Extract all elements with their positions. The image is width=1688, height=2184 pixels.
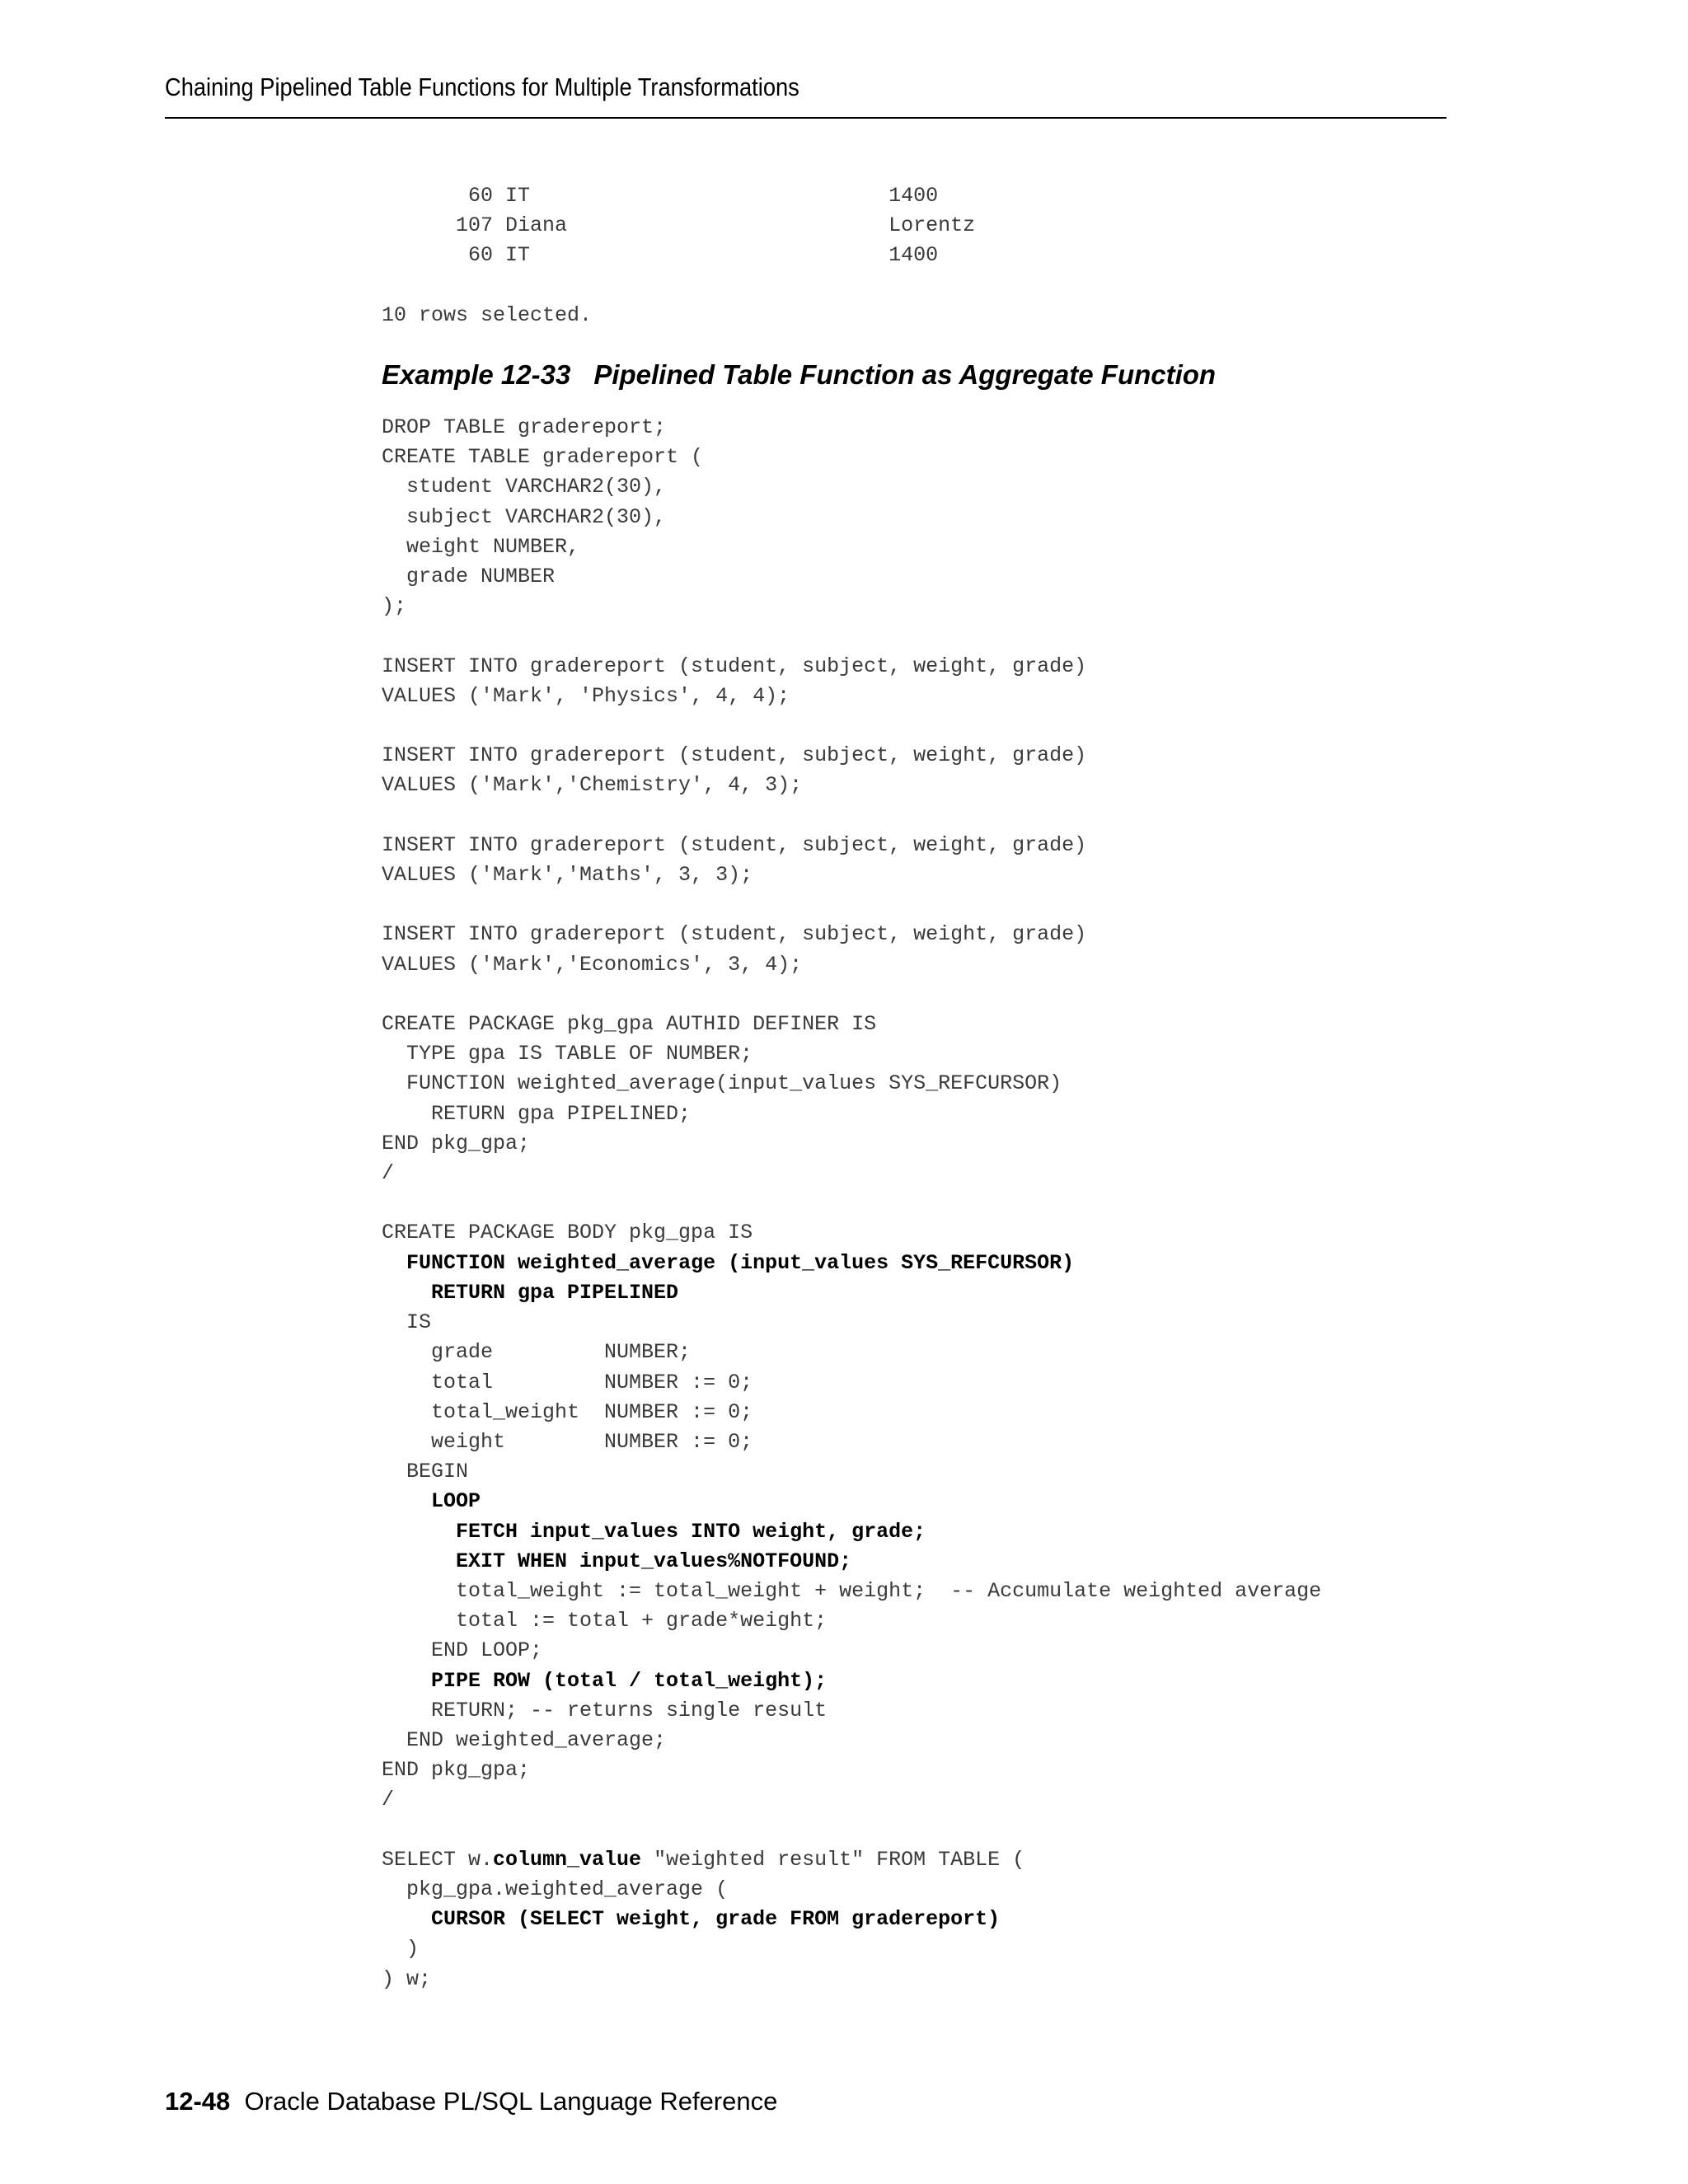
code-line bbox=[382, 1877, 728, 1901]
output-line: 10 rows selected. bbox=[382, 302, 593, 327]
code-line bbox=[382, 1071, 1062, 1095]
code-text: student VARCHAR2(30), bbox=[382, 475, 667, 499]
code-emphasis: column_value bbox=[493, 1847, 642, 1872]
output-line: 60 IT 1400 bbox=[382, 243, 939, 268]
code-text: SELECT w. bbox=[382, 1847, 494, 1872]
code-line bbox=[382, 594, 406, 618]
query-output-block bbox=[382, 181, 975, 330]
code-text: total_weight NUMBER := 0; bbox=[382, 1399, 753, 1424]
code-line bbox=[382, 1102, 691, 1126]
code-text: FUNCTION weighted_average(input_values SYS_REFCURSOR) bbox=[382, 1071, 1062, 1096]
code-emphasis: CURSOR (SELECT weight, grade FROM gradereport) bbox=[431, 1907, 1001, 1932]
code-line bbox=[382, 1669, 827, 1693]
code-line bbox=[382, 684, 790, 708]
code-line bbox=[382, 1848, 1025, 1872]
code-line bbox=[382, 1340, 691, 1364]
code-line bbox=[382, 1758, 530, 1782]
code-text: ) w; bbox=[382, 1966, 432, 1991]
code-line bbox=[382, 1520, 926, 1544]
code-text: END weighted_average; bbox=[382, 1727, 667, 1752]
code-line bbox=[382, 833, 1086, 857]
code-text: weight NUMBER, bbox=[382, 534, 580, 559]
code-line bbox=[382, 1460, 468, 1483]
code-text: INSERT INTO gradereport (student, subject, weight, grade) bbox=[382, 922, 1087, 947]
code-line bbox=[382, 1549, 851, 1573]
code-emphasis: PIPE ROW (total / total_weight); bbox=[431, 1668, 828, 1693]
code-line bbox=[382, 1788, 394, 1811]
code-text: DROP TABLE gradereport; bbox=[382, 415, 667, 439]
code-line bbox=[382, 1579, 1321, 1603]
code-text bbox=[382, 1549, 456, 1573]
code-line bbox=[382, 773, 802, 797]
code-text bbox=[382, 1907, 431, 1931]
code-text: ) bbox=[382, 1937, 420, 1961]
code-line bbox=[382, 505, 666, 529]
output-line: 60 IT 1400 bbox=[382, 184, 939, 208]
code-line bbox=[382, 1489, 481, 1513]
code-text: weight NUMBER := 0; bbox=[382, 1429, 753, 1454]
page-footer bbox=[165, 2087, 777, 2116]
code-line bbox=[382, 1310, 431, 1334]
code-text: total_weight := total_weight + weight; -- Accumulate weighted average bbox=[382, 1578, 1322, 1603]
code-text: END pkg_gpa; bbox=[382, 1131, 531, 1155]
code-text: CREATE TABLE gradereport ( bbox=[382, 445, 704, 470]
code-line bbox=[382, 415, 666, 439]
code-line bbox=[382, 1251, 1074, 1275]
header-rule bbox=[165, 117, 1447, 119]
code-line bbox=[382, 1967, 431, 1991]
code-text: END pkg_gpa; bbox=[382, 1758, 531, 1783]
code-line bbox=[382, 1400, 753, 1424]
code-line bbox=[382, 1907, 1000, 1931]
code-line bbox=[382, 565, 555, 588]
code-text: VALUES ('Mark','Chemistry', 4, 3); bbox=[382, 773, 803, 798]
example-title: Pipelined Table Function as Aggregate Function bbox=[593, 359, 1217, 390]
code-text: INSERT INTO gradereport (student, subject, weight, grade) bbox=[382, 654, 1087, 678]
code-text: total := total + grade*weight; bbox=[382, 1609, 828, 1633]
code-text: RETURN gpa PIPELINED; bbox=[382, 1101, 692, 1126]
example-number: Example 12-33 bbox=[382, 359, 571, 390]
code-text: grade NUMBER; bbox=[382, 1340, 692, 1365]
code-emphasis: EXIT WHEN input_values%NOTFOUND; bbox=[456, 1549, 852, 1573]
code-line bbox=[382, 1728, 666, 1752]
code-line bbox=[382, 1430, 753, 1454]
output-line: 107 Diana Lorentz bbox=[382, 213, 976, 238]
code-text: grade NUMBER bbox=[382, 565, 556, 589]
running-header: Chaining Pipelined Table Functions for Multiple Transformations bbox=[165, 73, 799, 101]
code-text: CREATE PACKAGE pkg_gpa AUTHID DEFINER IS bbox=[382, 1012, 877, 1037]
code-line bbox=[382, 535, 579, 559]
example-caption bbox=[382, 359, 1216, 391]
code-emphasis: RETURN gpa PIPELINED bbox=[431, 1280, 679, 1305]
code-text: BEGIN bbox=[382, 1460, 469, 1484]
code-text: INSERT INTO gradereport (student, subject, weight, grade) bbox=[382, 743, 1087, 768]
code-emphasis: LOOP bbox=[431, 1489, 481, 1514]
code-line bbox=[382, 743, 1086, 767]
code-text: RETURN; -- returns single result bbox=[382, 1698, 828, 1722]
code-text: / bbox=[382, 1161, 395, 1186]
code-text: VALUES ('Mark','Economics', 3, 4); bbox=[382, 952, 803, 977]
code-text bbox=[382, 1520, 456, 1544]
code-emphasis: FUNCTION weighted_average (input_values SYS_REFCURSOR) bbox=[406, 1250, 1075, 1275]
code-text bbox=[382, 1669, 431, 1693]
code-text: ); bbox=[382, 594, 407, 619]
code-line bbox=[382, 445, 703, 469]
code-line bbox=[382, 922, 1086, 946]
code-line bbox=[382, 475, 666, 499]
code-listing bbox=[382, 413, 1321, 1994]
code-line bbox=[382, 654, 1086, 678]
code-line bbox=[382, 1012, 876, 1036]
code-line bbox=[382, 1042, 753, 1066]
code-line bbox=[382, 1132, 530, 1155]
book-title: Oracle Database PL/SQL Language Reference bbox=[244, 2087, 778, 2116]
code-text: subject VARCHAR2(30), bbox=[382, 504, 667, 529]
code-text: CREATE PACKAGE BODY pkg_gpa IS bbox=[382, 1221, 753, 1245]
page-number: 12-48 bbox=[165, 2087, 231, 2116]
code-line bbox=[382, 1371, 753, 1394]
code-emphasis: FETCH input_values INTO weight, grade; bbox=[456, 1519, 926, 1544]
code-line bbox=[382, 1638, 542, 1662]
code-text: VALUES ('Mark', 'Physics', 4, 4); bbox=[382, 683, 790, 708]
code-text: IS bbox=[382, 1310, 432, 1335]
code-text: total NUMBER := 0; bbox=[382, 1370, 753, 1394]
code-text: INSERT INTO gradereport (student, subject, weight, grade) bbox=[382, 832, 1087, 857]
code-text bbox=[382, 1281, 431, 1305]
code-line bbox=[382, 1609, 827, 1633]
code-text bbox=[382, 1251, 406, 1275]
code-text: "weighted result" FROM TABLE ( bbox=[641, 1847, 1025, 1872]
code-line bbox=[382, 863, 753, 887]
code-text bbox=[382, 1489, 431, 1513]
code-text: / bbox=[382, 1788, 395, 1812]
code-line bbox=[382, 1937, 419, 1961]
code-line bbox=[382, 1281, 678, 1305]
code-line bbox=[382, 953, 802, 977]
code-text: VALUES ('Mark','Maths', 3, 3); bbox=[382, 863, 753, 888]
code-line bbox=[382, 1221, 753, 1244]
code-line bbox=[382, 1699, 827, 1722]
code-line bbox=[382, 1161, 394, 1185]
code-text: END LOOP; bbox=[382, 1638, 543, 1663]
code-text: TYPE gpa IS TABLE OF NUMBER; bbox=[382, 1042, 753, 1066]
code-text: pkg_gpa.weighted_average ( bbox=[382, 1877, 729, 1901]
